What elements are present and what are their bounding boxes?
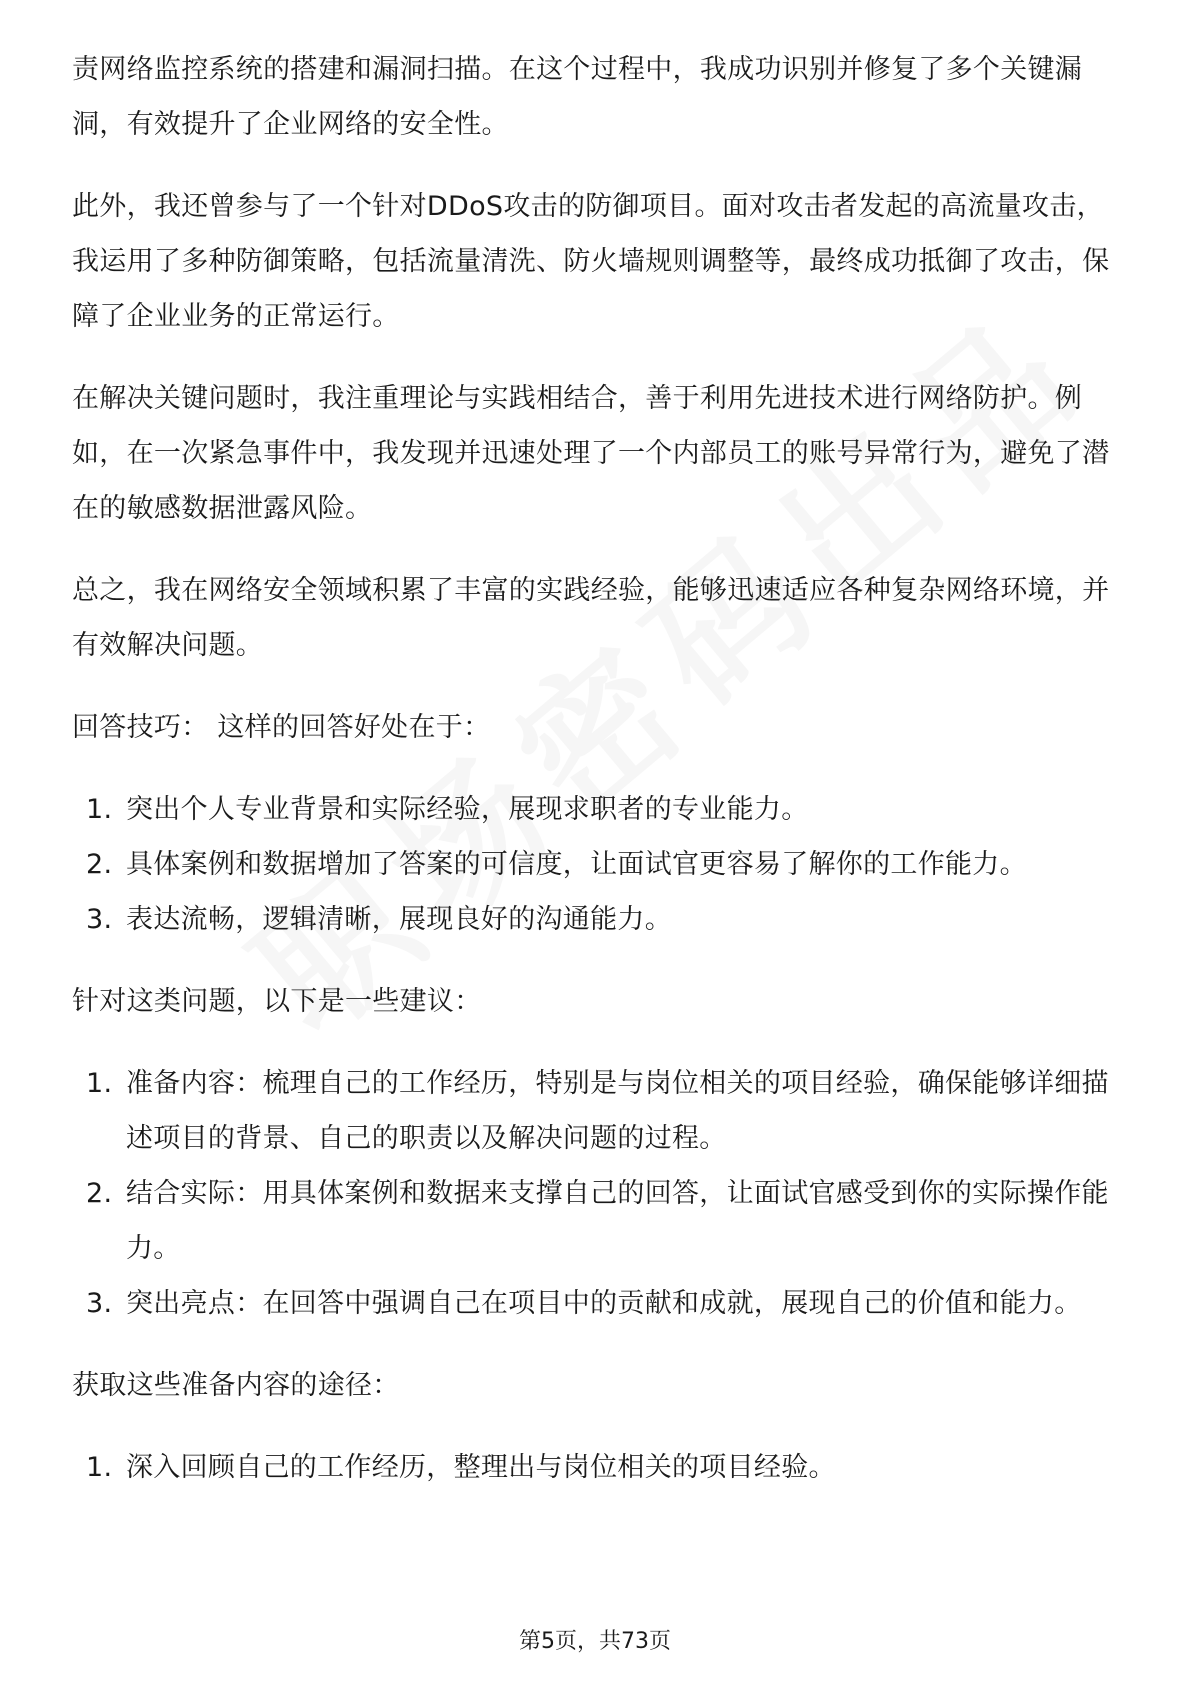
list-number: 2. xyxy=(86,849,113,880)
tips-list xyxy=(72,782,1122,947)
list-item-text: 突出个人专业背景和实际经验，展现求职者的专业能力。 xyxy=(126,794,809,825)
paragraph-network-monitoring: 责网络监控系统的搭建和漏洞扫描。在这个过程中，我成功识别并修复了多个关键漏洞，有效提升了企业网络的安全性。 xyxy=(72,54,1083,140)
list-item xyxy=(72,1440,1122,1495)
list-number: 1. xyxy=(86,1452,113,1483)
list-item xyxy=(72,837,1122,892)
list-item xyxy=(72,892,1122,947)
list-item-text: 准备内容：梳理自己的工作经历，特别是与岗位相关的项目经验，确保能够详细描述项目的背景、自己的职责以及解决问题的过程。 xyxy=(126,1068,1109,1154)
list-item-text: 突出亮点：在回答中强调自己在项目中的贡献和成就，展现自己的价值和能力。 xyxy=(126,1288,1082,1319)
list-number: 1. xyxy=(86,1068,113,1099)
tips-heading: 回答技巧： 这样的回答好处在于： xyxy=(72,712,491,743)
suggestions-list xyxy=(72,1056,1122,1331)
paragraph-summary: 总之，我在网络安全领域积累了丰富的实践经验，能够迅速适应各种复杂网络环境，并有效解决问题。 xyxy=(72,575,1110,661)
list-item xyxy=(72,782,1122,837)
list-number: 2. xyxy=(86,1178,113,1209)
list-item xyxy=(72,1276,1122,1331)
page-number-footer: 第5页，共73页 xyxy=(519,1629,671,1654)
paragraph-ddos-defense: 此外，我还曾参与了一个针对DDoS攻击的防御项目。面对攻击者发起的高流量攻击，我运用了多种防御策略，包括流量清洗、防火墙规则调整等，最终成功抵御了攻击，保障了企业业务的正常运行。 xyxy=(72,191,1110,332)
list-item-text: 具体案例和数据增加了答案的可信度，让面试官更容易了解你的工作能力。 xyxy=(126,849,1027,880)
list-number: 3. xyxy=(86,904,113,935)
list-item xyxy=(72,1166,1122,1276)
paragraph-problem-solving: 在解决关键问题时，我注重理论与实践相结合，善于利用先进技术进行网络防护。例如，在一次紧急事件中，我发现并迅速处理了一个内部员工的账号异常行为，避免了潜在的敏感数据泄露风险。 xyxy=(72,383,1110,524)
page-content xyxy=(72,42,1122,1522)
list-item-text: 深入回顾自己的工作经历，整理出与岗位相关的项目经验。 xyxy=(126,1452,836,1483)
list-number: 1. xyxy=(86,794,113,825)
sources-list xyxy=(72,1440,1122,1495)
sources-heading: 获取这些准备内容的途径： xyxy=(72,1370,400,1401)
list-item-text: 结合实际：用具体案例和数据来支撑自己的回答，让面试官感受到你的实际操作能力。 xyxy=(126,1178,1109,1264)
suggestions-heading: 针对这类问题，以下是一些建议： xyxy=(72,986,482,1017)
list-item-text: 表达流畅，逻辑清晰，展现良好的沟通能力。 xyxy=(126,904,672,935)
list-number: 3. xyxy=(86,1288,113,1319)
list-item xyxy=(72,1056,1122,1166)
